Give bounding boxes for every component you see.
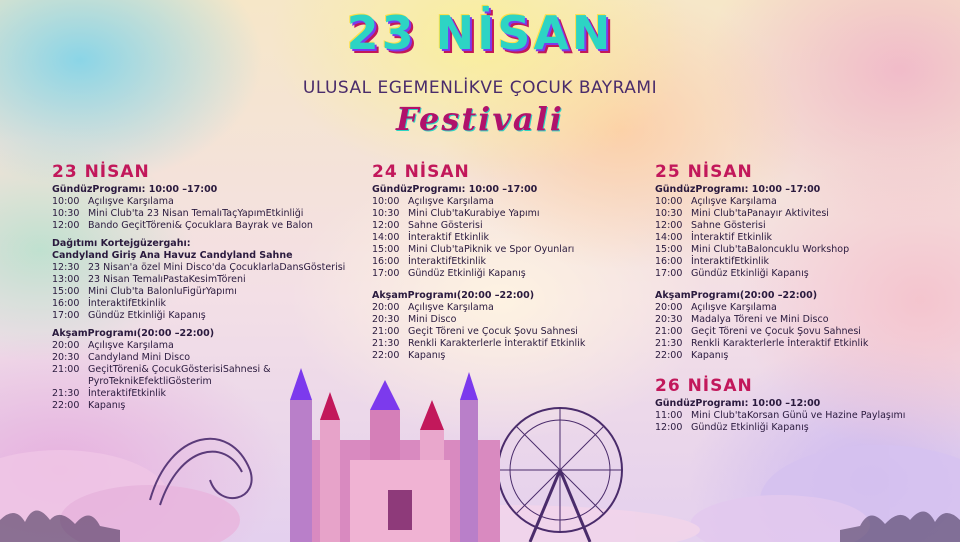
day-title: 24 NİSAN (372, 162, 470, 182)
schedule-row (52, 274, 342, 286)
schedule-time: 16:00 (52, 298, 80, 309)
schedule-row (52, 340, 342, 352)
schedule-event: Mini Club'ta BalonluFigürYapımı (88, 286, 237, 297)
schedule-row (52, 262, 346, 274)
schedule-event: Açılışve Karşılama (88, 340, 174, 351)
schedule-event: Sahne Gösterisi (408, 220, 483, 231)
schedule-row (655, 232, 925, 244)
schedule-time: 12:00 (655, 220, 683, 231)
schedule-row (655, 268, 925, 280)
schedule-time: 12:00 (372, 220, 400, 231)
schedule-event: Mini Club'taPanayır Aktivitesi (691, 208, 829, 219)
schedule-time: 10:00 (655, 196, 683, 207)
schedule-time: 14:00 (655, 232, 683, 243)
schedule-row (655, 422, 925, 434)
schedule-event: Kapanış (408, 350, 446, 361)
schedule-row (52, 352, 342, 364)
schedule-event: GeçitTöreni& ÇocukGösterisiSahnesi & PyroTeknikEfektliGösterim (88, 364, 271, 387)
schedule-row (372, 314, 642, 326)
schedule-event: Mini Club'ta 23 Nisan TemalıTaçYapımEtkinliği (88, 208, 304, 219)
schedule-row (372, 350, 642, 362)
schedule-row (52, 400, 342, 412)
schedule-row (52, 310, 342, 322)
schedule-event: Sahne Gösterisi (691, 220, 766, 231)
day-column-23 (52, 162, 346, 412)
schedule-row (372, 196, 642, 208)
schedule-row (372, 256, 642, 268)
section-title: AkşamProgramı(20:00 –22:00) (655, 290, 818, 301)
schedule-event: Renkli Karakterlerle İnteraktif Etkinlik (691, 338, 869, 349)
schedule-time: 17:00 (52, 310, 80, 321)
schedule-row (655, 196, 925, 208)
schedule-time: 20:30 (52, 352, 80, 363)
schedule-row (372, 244, 642, 256)
schedule-time: 21:30 (372, 338, 400, 349)
schedule-row (655, 208, 925, 220)
schedule-event: Madalya Töreni ve Mini Disco (691, 314, 829, 325)
schedule-event: İnteraktifEtkinlik (691, 256, 769, 267)
section-title: GündüzProgramı: 10:00 –17:00 (52, 184, 218, 195)
schedule-row (372, 268, 642, 280)
ferris-wheel-icon (498, 408, 622, 542)
schedule-time: 16:00 (655, 256, 683, 267)
schedule-event: İnteraktif Etkinlik (691, 232, 773, 243)
schedule-row (52, 220, 342, 232)
day-title: 26 NİSAN (655, 376, 753, 396)
schedule-row (372, 208, 642, 220)
schedule-time: 20:30 (372, 314, 400, 325)
schedule-time: 22:00 (372, 350, 400, 361)
schedule-row (655, 302, 925, 314)
schedule-event: Candyland Mini Disco (88, 352, 191, 363)
schedule-time: 17:00 (655, 268, 683, 279)
schedule-row (372, 338, 642, 350)
festival-script-title: Festivali (396, 100, 564, 138)
schedule-event: 23 Nisan'a özel Mini Disco'da ÇocuklarlaDansGösterisi (88, 262, 346, 273)
schedule-time: 21:30 (52, 388, 80, 399)
schedule-time: 20:00 (52, 340, 80, 351)
schedule-time: 22:00 (655, 350, 683, 361)
schedule-row (655, 256, 925, 268)
schedule-row (52, 208, 342, 220)
schedule-row (372, 232, 642, 244)
schedule-event: Mini Club'taKurabiye Yapımı (408, 208, 540, 219)
schedule-time: 20:00 (655, 302, 683, 313)
schedule-row (655, 326, 925, 338)
schedule-time: 10:00 (52, 196, 80, 207)
schedule-event: İnteraktif Etkinlik (408, 232, 490, 243)
day-column-25 (655, 162, 925, 434)
day-column-24 (372, 162, 642, 362)
schedule-row (655, 338, 925, 350)
schedule-event: İnteraktifEtkinlik (88, 388, 166, 399)
schedule-row (52, 286, 342, 298)
schedule-time: 15:00 (372, 244, 400, 255)
schedule-time: 21:30 (655, 338, 683, 349)
schedule-event: Gündüz Etkinliği Kapanış (691, 268, 809, 279)
schedule-row (655, 350, 925, 362)
schedule-time: 17:00 (372, 268, 400, 279)
schedule-event: Açılışve Karşılama (408, 196, 494, 207)
schedule-time: 15:00 (52, 286, 80, 297)
schedule-time: 12:30 (52, 262, 80, 273)
schedule-row (655, 314, 925, 326)
schedule-time: 16:00 (372, 256, 400, 267)
schedule-time: 21:00 (655, 326, 683, 337)
schedule-event: Gündüz Etkinliği Kapanış (408, 268, 526, 279)
crowd-silhouette (0, 510, 960, 542)
schedule-event: Kapanış (88, 400, 126, 411)
schedule-event: Mini Club'taPiknik ve Spor Oyunları (408, 244, 575, 255)
section-title: GündüzProgramı: 10:00 –17:00 (655, 184, 821, 195)
schedule-event: Geçit Töreni ve Çocuk Şovu Sahnesi (408, 326, 578, 337)
schedule-event: Mini Club'taKorsan Günü ve Hazine Paylaşımı (691, 410, 906, 421)
schedule-event: Renkli Karakterlerle İnteraktif Etkinlik (408, 338, 586, 349)
schedule-event: Mini Club'taBaloncuklu Workshop (691, 244, 850, 255)
schedule-event: Bando GeçitTöreni& Çocuklara Bayrak ve Balon (88, 220, 313, 231)
schedule-row (372, 326, 642, 338)
section-title: Dağıtımı Kortejgüzergahı: (52, 238, 191, 249)
schedule-row (655, 220, 925, 232)
schedule-time: 12:00 (52, 220, 80, 231)
page-subtitle: ULUSAL EGEMENLİKVE ÇOCUK BAYRAMI (302, 78, 658, 98)
schedule-time: 21:00 (372, 326, 400, 337)
schedule-event: Gündüz Etkinliği Kapanış (691, 422, 809, 433)
schedule-time: 10:30 (655, 208, 683, 219)
schedule-time: 20:00 (372, 302, 400, 313)
schedule-row (655, 244, 925, 256)
schedule-row (52, 388, 342, 400)
schedule-event: İnteraktifEtkinlik (408, 256, 486, 267)
day-column-26 (655, 376, 925, 434)
schedule-time: 22:00 (52, 400, 80, 411)
schedule-row (52, 364, 342, 388)
day-title: 23 NİSAN (52, 162, 150, 182)
schedule-row (52, 196, 342, 208)
section-subtitle: Candyland Giriş Ana Havuz Candyland Sahne (52, 250, 293, 261)
schedule-event: Kapanış (691, 350, 729, 361)
schedule-time: 21:00 (52, 364, 80, 375)
schedule-event: Açılışve Karşılama (691, 196, 777, 207)
schedule-row (52, 298, 342, 310)
schedule-time: 11:00 (655, 410, 683, 421)
schedule-event: 23 Nisan TemalıPastaKesimTöreni (88, 274, 246, 285)
clouds (0, 445, 960, 542)
schedule-event: İnteraktifEtkinlik (88, 298, 166, 309)
schedule-event: Açılışve Karşılama (88, 196, 174, 207)
schedule-time: 10:30 (372, 208, 400, 219)
schedule-time: 20:30 (655, 314, 683, 325)
section-title: AkşamProgramı(20:00 –22:00) (52, 328, 215, 339)
schedule-row (655, 410, 925, 422)
page-title: 23 NİSAN (346, 6, 614, 60)
roller-coaster-icon (150, 439, 252, 505)
day-title: 25 NİSAN (655, 162, 753, 182)
schedule-row (372, 220, 642, 232)
schedule-time: 10:00 (372, 196, 400, 207)
schedule-event: Mini Disco (408, 314, 457, 325)
section-title: GündüzProgramı: 10:00 –17:00 (372, 184, 538, 195)
section-title: GündüzProgramı: 10:00 –12:00 (655, 398, 821, 409)
schedule-event: Açılışve Karşılama (691, 302, 777, 313)
schedule-row (372, 302, 642, 314)
schedule-time: 14:00 (372, 232, 400, 243)
schedule-time: 12:00 (655, 422, 683, 433)
schedule-event: Geçit Töreni ve Çocuk Şovu Sahnesi (691, 326, 861, 337)
schedule-event: Açılışve Karşılama (408, 302, 494, 313)
schedule-event: Gündüz Etkinliği Kapanış (88, 310, 206, 321)
schedule-time: 15:00 (655, 244, 683, 255)
section-title: AkşamProgramı(20:00 –22:00) (372, 290, 535, 301)
schedule-time: 13:00 (52, 274, 80, 285)
schedule-time: 10:30 (52, 208, 80, 219)
